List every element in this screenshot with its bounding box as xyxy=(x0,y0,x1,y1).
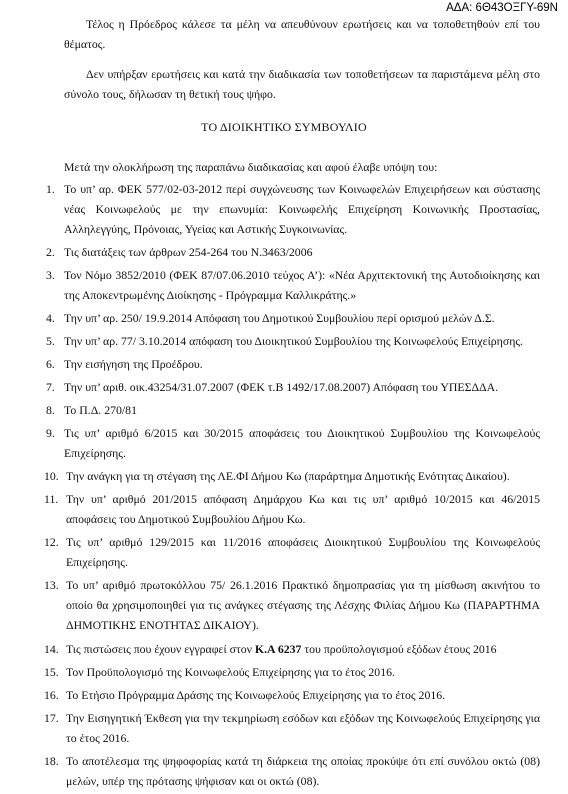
item-text: Τις υπ’ αριθμό 6/2015 και 30/2015 αποφάσεις του Διοικητικού Συμβουλίου της Κοινωφελούς Επιχείρησης. xyxy=(64,426,540,460)
item-number: 4. xyxy=(46,311,55,325)
list-item xyxy=(46,708,540,748)
list-item xyxy=(46,575,540,635)
item-number: 7. xyxy=(46,380,55,394)
list-item xyxy=(46,489,540,529)
item-number: 8. xyxy=(46,403,55,417)
item-number: 10. xyxy=(44,469,59,483)
list-item xyxy=(46,242,540,262)
item-text: Την εισήγηση της Προέδρου. xyxy=(64,357,203,371)
item-text: Το αποτέλεσμα της ψηφοφορίας κατά τη διάρκεια της οποίας προκύψε ότι επί συνόλου οκτώ (08) μελών, υπέρ της πρότασης ψήφισαν και οι οκτώ (08). xyxy=(66,754,540,788)
item-number: 15. xyxy=(44,665,59,679)
item-number: 3. xyxy=(46,268,55,282)
list-item xyxy=(46,532,540,572)
item-text-end: του προϋπολογισμού εξόδων έτους 2016 xyxy=(301,642,497,656)
board-heading: ΤΟ ΔΙΟΙΚΗΤΙΚΟ ΣΥΜΒΟΥΛΙΟ xyxy=(201,120,367,134)
item-text-start: Τις πιστώσεις που έχουν εγγραφεί στον xyxy=(66,642,255,656)
list-item xyxy=(46,308,540,328)
item-text: Το Π.Δ. 270/81 xyxy=(64,403,137,417)
item-number: 5. xyxy=(46,334,55,348)
item-text: Την υπ’ αρ. 77/ 3.10.2014 απόφαση του Διοικητικού Συμβουλίου της Κοινωφελούς Επιχείρησης. xyxy=(64,334,523,348)
item-text: Τις υπ’ αριθμό 129/2015 και 11/2016 αποφάσεις Διοικητικού Συμβουλίου της Κοινωφελούς Επιχείρησης. xyxy=(66,535,540,569)
item-text: Την υπ’ αριθμό 201/2015 απόφαση Δημάρχου Κω και τις υπ’ αριθμό 10/2015 και 46/2015 αποφάσεις του Δημοτικού Συμβουλίου Δήμου Κω. xyxy=(66,492,540,526)
item-number: 6. xyxy=(46,357,55,371)
opening-paragraph-1: Τέλος η Πρόεδρος κάλεσε τα μέλη να απευθύνουν ερωτήσεις και να τοποθετηθούν επί του θέματος. xyxy=(64,17,540,51)
intro-text: Μετά την ολοκλήρωση της παραπάνω διαδικασίας και αφού έλαβε υπόψη του: xyxy=(64,160,438,174)
item-number: 13. xyxy=(44,578,59,592)
item-number: 17. xyxy=(44,711,59,725)
item-number: 9. xyxy=(46,426,55,440)
item-number: 2. xyxy=(46,245,55,259)
list-item xyxy=(46,179,540,239)
list-item xyxy=(46,685,540,705)
item-text: Την ανάγκη για τη στέγαση της ΛΕ.ΦΙ Δήμου Κω (παράρτημα Δημοτικής Ενότητας Δικαίου). xyxy=(66,469,510,483)
list-item xyxy=(46,423,540,463)
item-number: 11. xyxy=(44,492,59,506)
item-number: 18. xyxy=(44,754,59,768)
item-text: Το Ετήσιο Πρόγραμμα Δράσης της Κοινωφελούς Επιχείρησης για το έτος 2016. xyxy=(66,688,446,702)
list-item xyxy=(46,751,540,791)
item-text: Το υπ’ αριθμό πρωτοκόλλου 75/ 26.1.2016 Πρακτικό δημοπρασίας για τη μίσθωση ακινήτου το οποίο θα χρησιμοποιηθεί για τις ανάγκες στέγασης της Λέσχης Φιλίας Δήμου Κω (ΠΑΡΑΡΤΗΜΑ ΔΗΜΟΤΙΚΗΣ ΕΝΟΤΗΤΑΣ ΔΙΚΑΙΟΥ). xyxy=(66,578,540,632)
list-item xyxy=(46,639,540,659)
item-number: 12. xyxy=(44,535,59,549)
budget-code: Κ.Α 6237 xyxy=(254,642,302,656)
item-text: Την υπ’ αρ. 250/ 19.9.2014 Απόφαση του Δημοτικού Συμβουλίου περί ορισμού μελών Δ.Σ. xyxy=(64,311,495,325)
list-item xyxy=(46,377,540,397)
considerations-list xyxy=(46,179,540,794)
item-text: Το υπ’ αρ. ΦΕΚ 577/02-03-2012 περί συγχώνευσης των Κοινωφελών Επιχειρήσεων και σύστασης νέας Κοινωφελούς με την επωνυμία: Κοινωφελής Επιχείρηση Κοινωνικής Προστασίας, Αλληλεγγύης, Πρόνοιας, Υγείας και Αστικής Συγκοινωνίας. xyxy=(64,182,540,236)
item-text: Τον Νόμο 3852/2010 (ΦΕΚ 87/07.06.2010 τεύχος Α’): «Νέα Αρχιτεκτονική της Αυτοδιοίκησης και της Αποκεντρωμένης Διοίκησης - Πρόγραμμα Καλλικράτης.» xyxy=(64,268,540,302)
list-item xyxy=(46,466,540,486)
list-item xyxy=(46,354,540,374)
ada-code: ΑΔΑ: 6Θ43ΟΞΓΥ-69Ν xyxy=(446,2,558,14)
item-number: 14. xyxy=(44,642,59,656)
opening-paragraph-2: Δεν υπήρξαν ερωτήσεις και κατά την διαδικασία των τοποθετήσεων τα παριστάμενα μέλη στο σύνολο τους, δήλωσαν τη θετική τους ψήφο. xyxy=(64,67,540,101)
item-text: Τις διατάξεις των άρθρων 254-264 του Ν.3463/2006 xyxy=(64,245,313,259)
list-item xyxy=(46,265,540,305)
item-text: Την Εισηγητική Έκθεση για την τεκμηρίωση εσόδων και εξόδων της Κοινωφελούς Επιχείρησης για το έτος 2016. xyxy=(66,711,540,745)
list-item xyxy=(46,662,540,682)
item-number: 16. xyxy=(44,688,59,702)
item-text: Τον Προϋπολογισμό της Κοινωφελούς Επιχείρησης για το έτος 2016. xyxy=(66,665,395,679)
list-item xyxy=(46,331,540,351)
list-item xyxy=(46,400,540,420)
item-text: Την υπ’ αριθ. οικ.43254/31.07.2007 (ΦΕΚ τ.Β 1492/17.08.2007) Απόφαση του ΥΠΕΣΔΔΑ. xyxy=(64,380,499,394)
item-number: 1. xyxy=(46,182,55,196)
